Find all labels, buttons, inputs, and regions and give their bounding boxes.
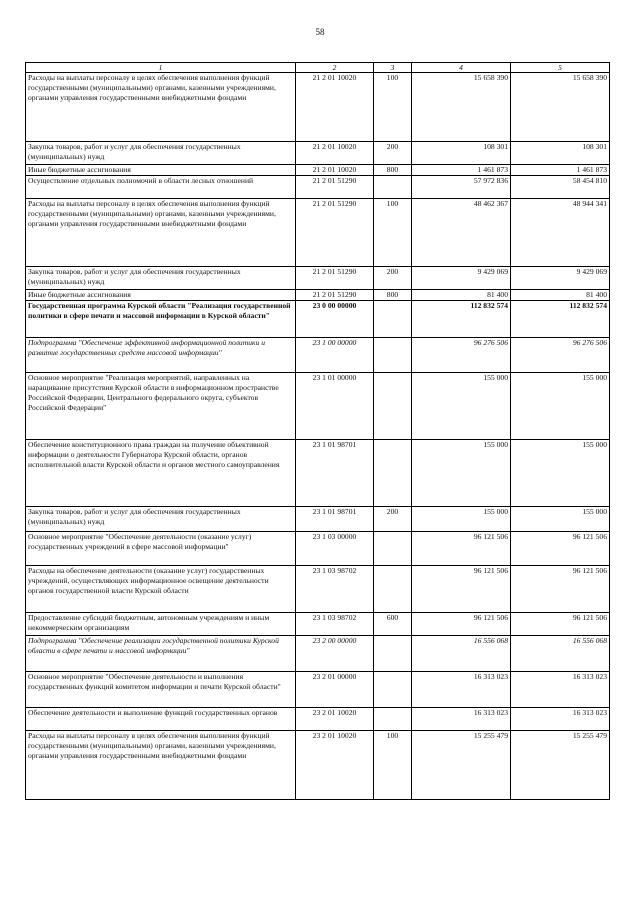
table-row	[26, 672, 610, 708]
table-row	[26, 566, 610, 613]
expense-type-cell: 100	[374, 199, 412, 267]
name-cell: Обеспечение деятельности и выполнение функций государственных органов	[26, 708, 296, 731]
expense-type-cell: 200	[374, 507, 412, 532]
target-code-cell: 21 2 01 51290	[296, 267, 374, 290]
amount-year1-cell: 15 658 390	[412, 73, 511, 142]
table-row	[26, 165, 610, 176]
expense-type-cell	[374, 636, 412, 672]
name-cell: Расходы на выплаты персоналу в целях обеспечения выполнения функций государственными (муниципальными) органами, казенными учреждениями, органами управления государственными внебюджетными фондами	[26, 199, 296, 267]
table-row	[26, 199, 610, 267]
expense-type-cell: 600	[374, 613, 412, 636]
amount-year1-cell: 96 276 506	[412, 338, 511, 373]
budget-table	[25, 62, 610, 800]
expense-type-cell: 200	[374, 142, 412, 165]
table-row	[26, 708, 610, 731]
target-code-cell: 21 2 01 10020	[296, 73, 374, 142]
amount-year2-cell: 155 000	[511, 507, 610, 532]
amount-year2-cell: 155 000	[511, 440, 610, 507]
expense-type-cell: 100	[374, 731, 412, 800]
amount-year1-cell: 155 000	[412, 507, 511, 532]
expense-type-cell: 100	[374, 73, 412, 142]
table-row	[26, 613, 610, 636]
name-cell: Государственная программа Курской области "Реализация государственной политики в сфере печати и массовой информации в Курской области"	[26, 301, 296, 338]
target-code-cell: 23 2 01 00000	[296, 672, 374, 708]
table-row	[26, 142, 610, 165]
name-cell: Подпрограмма "Обеспечение реализации государственной политики Курской области в сфере печати и массовой информации"	[26, 636, 296, 672]
expense-type-cell: 800	[374, 165, 412, 176]
name-cell: Обеспечение конституционного права граждан на получение объективной информации о деятельности Губернатора Курской области, органов исполнительной власти Курской области и органов местного самоуправления	[26, 440, 296, 507]
column-number: 5	[511, 63, 610, 73]
expense-type-cell	[374, 301, 412, 338]
target-code-cell: 21 2 01 51290	[296, 290, 374, 301]
amount-year2-cell: 96 121 506	[511, 566, 610, 613]
expense-type-cell: 800	[374, 290, 412, 301]
amount-year2-cell: 96 121 506	[511, 613, 610, 636]
name-cell: Закупка товаров, работ и услуг для обеспечения государственных (муниципальных) нужд	[26, 142, 296, 165]
amount-year2-cell: 108 301	[511, 142, 610, 165]
name-cell: Расходы на выплаты персоналу в целях обеспечения выполнения функций государственными (муниципальными) органами, казенными учреждениями, органами управления государственными внебюджетными фондами	[26, 731, 296, 800]
expense-type-cell	[374, 532, 412, 566]
target-code-cell: 23 2 01 10020	[296, 731, 374, 800]
name-cell: Основное мероприятие "Обеспечение деятельности и выполнения государственных функций комитетом информации и печати Курской области"	[26, 672, 296, 708]
amount-year2-cell: 112 832 574	[511, 301, 610, 338]
expense-type-cell	[374, 672, 412, 708]
column-number: 1	[26, 63, 296, 73]
table-row	[26, 532, 610, 566]
name-cell: Основное мероприятие "Реализация мероприятий, направленных на наращивание присутствия Курской области в информационном пространстве Российской Федерации, Центрального федерального округа, субъектов Российской Федерации"	[26, 373, 296, 440]
amount-year1-cell: 96 121 506	[412, 566, 511, 613]
name-cell: Осуществление отдельных полномочий в области лесных отношений	[26, 176, 296, 199]
name-cell: Закупка товаров, работ и услуг для обеспечения государственных (муниципальных) нужд	[26, 267, 296, 290]
amount-year2-cell: 81 400	[511, 290, 610, 301]
target-code-cell: 21 2 01 10020	[296, 165, 374, 176]
name-cell: Основное мероприятие "Обеспечение деятельности (оказание услуг) государственных учреждений в сфере массовой информации"	[26, 532, 296, 566]
amount-year1-cell: 57 972 836	[412, 176, 511, 199]
amount-year1-cell: 81 400	[412, 290, 511, 301]
page-number: 58	[315, 27, 325, 37]
amount-year2-cell: 58 454 810	[511, 176, 610, 199]
target-code-cell: 23 1 01 98701	[296, 507, 374, 532]
amount-year2-cell: 16 313 023	[511, 708, 610, 731]
expense-type-cell	[374, 708, 412, 731]
target-code-cell: 21 2 01 51290	[296, 199, 374, 267]
column-number: 4	[412, 63, 511, 73]
column-number-row	[26, 63, 610, 73]
name-cell: Иные бюджетные ассигнования	[26, 165, 296, 176]
amount-year1-cell: 48 462 367	[412, 199, 511, 267]
table-row	[26, 373, 610, 440]
name-cell: Предоставление субсидий бюджетным, автономным учреждениям и иным некоммерческим организациям	[26, 613, 296, 636]
amount-year2-cell: 155 000	[511, 373, 610, 440]
name-cell: Расходы на обеспечение деятельности (оказание услуг) государственных учреждений, осуществляющих информационное освещение деятельности органов государственной власти Курской области	[26, 566, 296, 613]
amount-year1-cell: 16 313 023	[412, 708, 511, 731]
table-row	[26, 73, 610, 142]
target-code-cell: 23 1 01 98701	[296, 440, 374, 507]
name-cell: Закупка товаров, работ и услуг для обеспечения государственных (муниципальных) нужд	[26, 507, 296, 532]
column-number: 2	[296, 63, 374, 73]
amount-year2-cell: 16 556 068	[511, 636, 610, 672]
expense-type-cell	[374, 440, 412, 507]
expense-type-cell	[374, 176, 412, 199]
table-row	[26, 731, 610, 800]
amount-year2-cell: 1 461 873	[511, 165, 610, 176]
amount-year2-cell: 48 944 341	[511, 199, 610, 267]
expense-type-cell	[374, 566, 412, 613]
table-row	[26, 636, 610, 672]
table-row	[26, 507, 610, 532]
table-row	[26, 176, 610, 199]
amount-year1-cell: 108 301	[412, 142, 511, 165]
table-row	[26, 338, 610, 373]
amount-year1-cell: 96 121 506	[412, 613, 511, 636]
amount-year1-cell: 9 429 069	[412, 267, 511, 290]
target-code-cell: 21 2 01 51290	[296, 176, 374, 199]
amount-year2-cell: 16 313 023	[511, 672, 610, 708]
amount-year1-cell: 15 255 479	[412, 731, 511, 800]
amount-year2-cell: 9 429 069	[511, 267, 610, 290]
name-cell: Подпрограмма "Обеспечение эффективной информационной политики и развитие государственных средств массовой информации"	[26, 338, 296, 373]
target-code-cell: 23 1 03 98702	[296, 566, 374, 613]
amount-year2-cell: 15 255 479	[511, 731, 610, 800]
target-code-cell: 23 0 00 00000	[296, 301, 374, 338]
target-code-cell: 23 2 00 00000	[296, 636, 374, 672]
amount-year1-cell: 16 556 068	[412, 636, 511, 672]
expense-type-cell: 200	[374, 267, 412, 290]
amount-year1-cell: 112 832 574	[412, 301, 511, 338]
target-code-cell: 23 2 01 10020	[296, 708, 374, 731]
amount-year2-cell: 15 658 390	[511, 73, 610, 142]
table-row	[26, 301, 610, 338]
table-row	[26, 290, 610, 301]
amount-year1-cell: 1 461 873	[412, 165, 511, 176]
amount-year1-cell: 155 000	[412, 373, 511, 440]
expense-type-cell	[374, 338, 412, 373]
amount-year1-cell: 96 121 506	[412, 532, 511, 566]
table-row	[26, 267, 610, 290]
name-cell: Расходы на выплаты персоналу в целях обеспечения выполнения функций государственными (муниципальными) органами, казенными учреждениями, органами управления государственными внебюджетными фондами	[26, 73, 296, 142]
target-code-cell: 21 2 01 10020	[296, 142, 374, 165]
target-code-cell: 23 1 00 00000	[296, 338, 374, 373]
column-number: 3	[374, 63, 412, 73]
name-cell: Иные бюджетные ассигнования	[26, 290, 296, 301]
target-code-cell: 23 1 01 00000	[296, 373, 374, 440]
expense-type-cell	[374, 373, 412, 440]
target-code-cell: 23 1 03 00000	[296, 532, 374, 566]
amount-year2-cell: 96 276 506	[511, 338, 610, 373]
amount-year1-cell: 155 000	[412, 440, 511, 507]
amount-year2-cell: 96 121 506	[511, 532, 610, 566]
target-code-cell: 23 1 03 98702	[296, 613, 374, 636]
table-row	[26, 440, 610, 507]
amount-year1-cell: 16 313 023	[412, 672, 511, 708]
